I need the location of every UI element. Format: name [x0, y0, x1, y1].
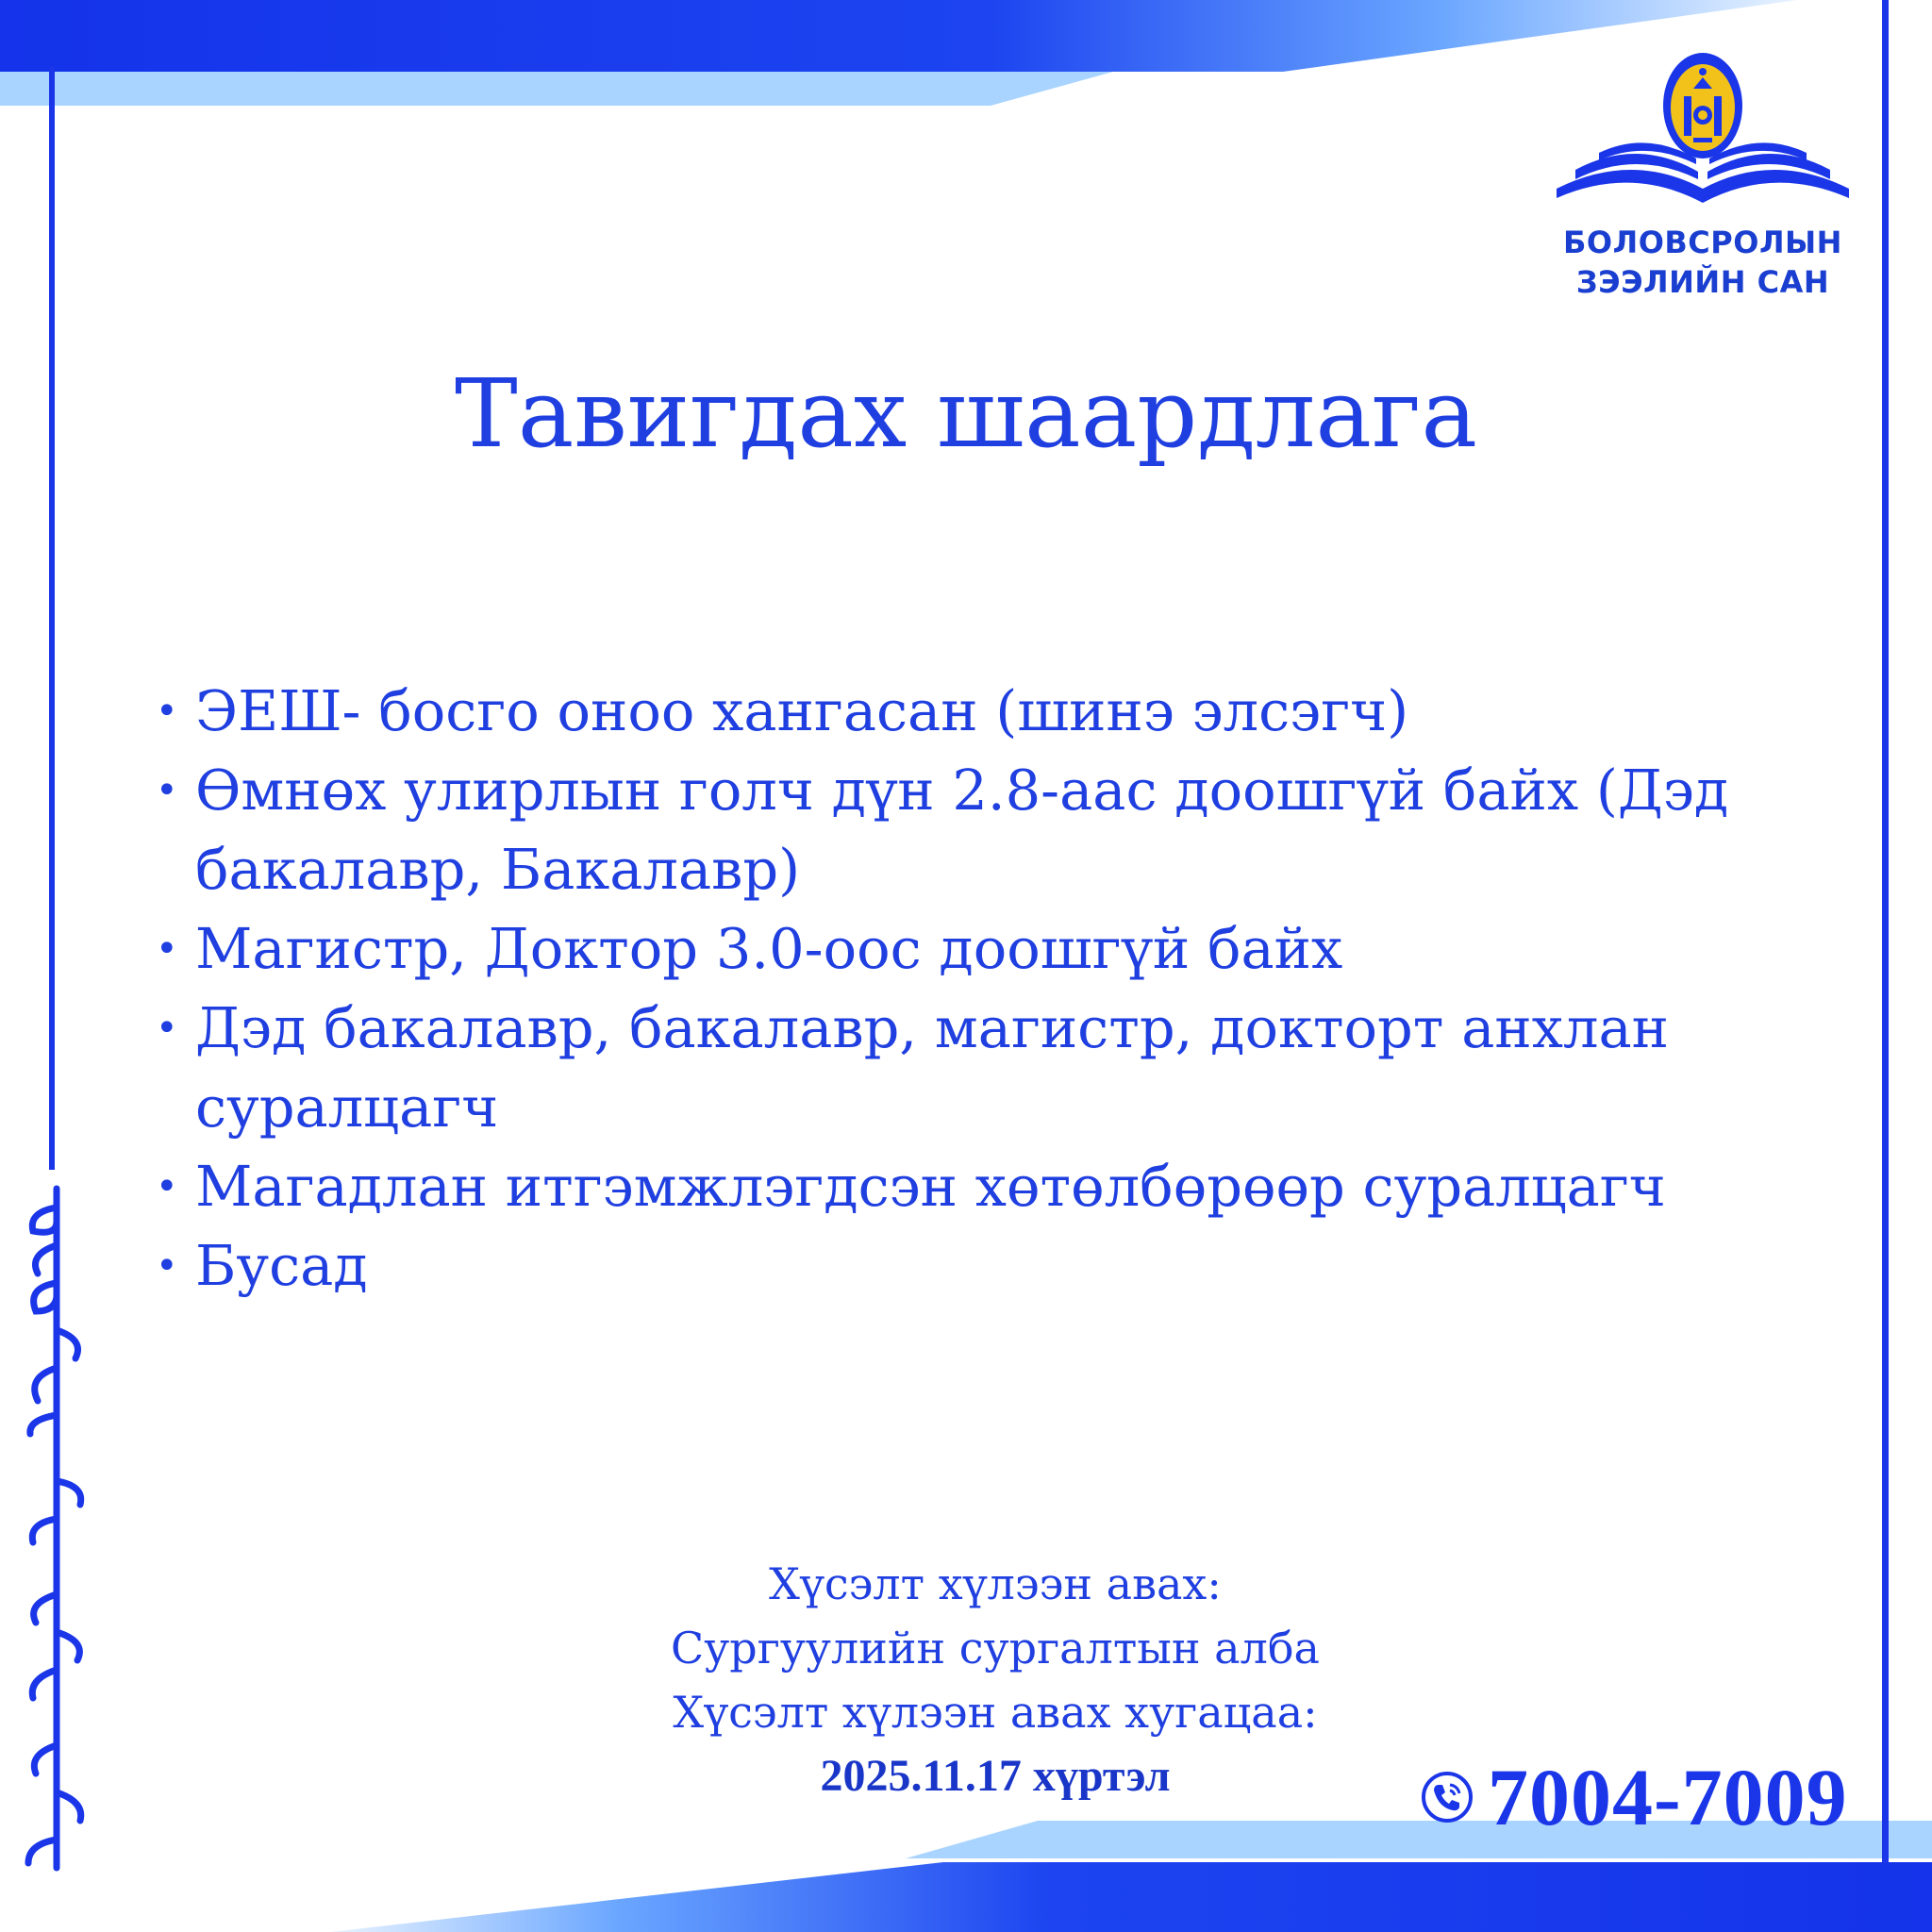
left-frame-line [49, 66, 55, 1170]
list-item: • Өмнөх улирлын голч дүн 2.8-аас доошгүй байх (Дэд бакалавр, Бакалавр) [156, 751, 1816, 909]
phone-contact [1420, 1750, 1848, 1844]
list-item: • Магадлан итгэмжлэгдсэн хөтөлбөрөөр суралцагч [156, 1147, 1816, 1226]
requirements-list [156, 672, 1816, 1306]
list-item: • Бусад [156, 1226, 1816, 1306]
education-loan-fund-logo [1547, 47, 1858, 311]
page-title: Тавигдах шаардлага [455, 358, 1477, 469]
contact-line-3: Хүсэлт хүлээн авах хугацаа: [673, 1687, 1318, 1738]
deadline-date: 2025.11.17 хүртэл [820, 1751, 1171, 1801]
logo-text-line2: ЗЭЭЛИЙН САН [1575, 264, 1830, 300]
phone-icon [1420, 1770, 1474, 1824]
logo-text-line1: БОЛОВСРОЛЫН [1563, 225, 1842, 260]
phone-number[interactable]: 7004-7009 [1488, 1752, 1848, 1842]
mongolian-script-decoration [0, 1179, 113, 1877]
contact-line-2: Сургуулийн сургалтын алба [671, 1623, 1320, 1674]
list-item: • Дэд бакалавр, бакалавр, магистр, докторт анхлан суралцагч [156, 989, 1816, 1147]
logo-emblem-icon [1547, 47, 1858, 217]
contact-line-1: Хүсэлт хүлээн авах: [769, 1558, 1222, 1609]
list-item: • ЭЕШ- босго оноо хангасан (шинэ элсэгч) [156, 672, 1816, 751]
list-item: • Магистр, Доктор 3.0-оос доошгүй байх [156, 909, 1816, 989]
